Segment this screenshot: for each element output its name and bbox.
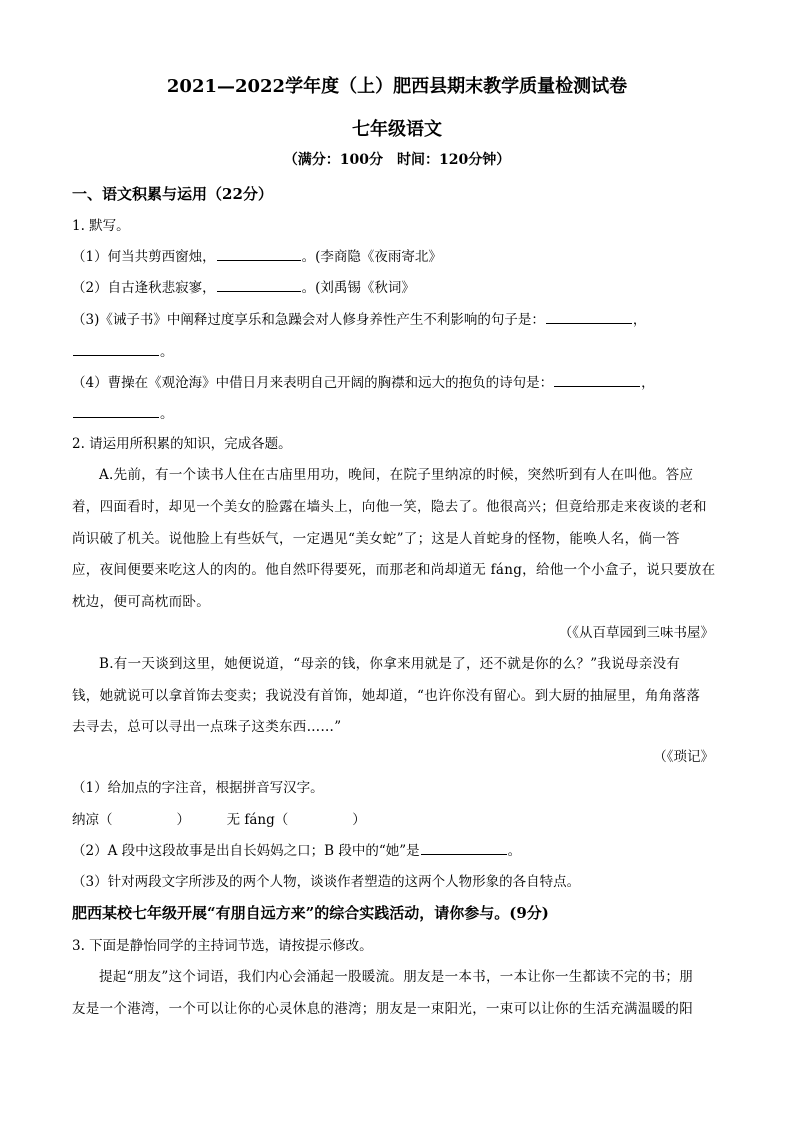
exam-subtitle: 七年级语文: [352, 119, 442, 140]
passage-b-line: B.有一天谈到这里，她便说道，“母亲的钱，你拿来用就是了，还不就是你的么？”我说母亲没有: [99, 656, 681, 672]
item-text: （4）曹操在《观沧海》中借日月来表明自己开阔的胸襟和远大的抱负的诗句是：: [72, 375, 554, 391]
paren-close: ）: [352, 812, 366, 828]
question-2-title: 2. 请运用所积累的知识，完成各题。: [72, 436, 292, 452]
item-end: 。: [160, 406, 174, 422]
question-2-sub-2: [72, 839, 521, 859]
item-comma: ，: [632, 312, 647, 328]
question-1-item-2: [72, 276, 415, 296]
question-1-item-1: [72, 245, 442, 265]
passage-a-line: 应，夜间便要来吃这人的肉的。他自然吓得要死，而那老和尚却道无 fáng，给他一个小盒子，说只要放在: [72, 562, 716, 578]
passage-a-line: A.先前，有一个读书人住在古庙里用功，晚间，在院子里纳凉的时候，突然听到有人在叫他。答应: [99, 467, 694, 483]
passage-b-line: 钱，她就说可以拿首饰去变卖；我说没有首饰，她却道，“也许你没有留心。到大厨的抽屉里，角角落落: [72, 688, 701, 704]
passage-a-line: 尚识破了机关。说他脸上有些妖气，一定遇见“美女蛇”了；这是人首蛇身的怪物，能唤人名，倘一答: [72, 531, 680, 547]
passage-c-line: 友是一个港湾，一个可以让你的心灵休息的港湾；朋友是一束阳光，一束可以让你的生活充满温暖的阳: [72, 1001, 693, 1017]
item-text: （1）何当共剪西窗烛，: [72, 249, 216, 265]
answer-blank[interactable]: [217, 246, 301, 261]
item-comma: ，: [641, 375, 655, 391]
section-heading-1: 一、语文积累与运用（22分）: [72, 185, 273, 203]
item-text: （3)《诫子书》中阐释过度享乐和急躁会对人修身养性产生不利影响的句子是：: [72, 312, 545, 328]
item-source: 。(李商隐《夜雨寄北》: [301, 249, 442, 265]
item-end: 。: [160, 344, 174, 360]
passage-c-line: 提起“朋友”这个词语，我们内心会涌起一股暖流。朋友是一本书，一本让你一生都读不完的书；朋: [99, 969, 694, 985]
answer-blank[interactable]: [421, 840, 507, 855]
hanzi-item: 无 fáng（: [226, 812, 289, 828]
question-3-title: 3. 下面是静怡同学的主持词节选，请按提示修改。: [72, 938, 373, 954]
passage-a-line: 枕边，便可高枕而卧。: [72, 594, 210, 610]
question-1-item-4-cont: [72, 402, 174, 422]
paren-close: ）: [176, 812, 190, 828]
answer-blank[interactable]: [73, 403, 159, 418]
passage-a-line: 着，四面看时，却见一个美女的脸露在墙头上，向他一笑，隐去了。他很高兴；但竟给那走来夜谈的老和: [72, 499, 707, 515]
answer-blank[interactable]: [554, 372, 640, 387]
passage-b-source: （《琐记》: [653, 749, 714, 765]
question-2-sub-3: （3）针对两段文字所涉及的两个人物，谈谈作者塑造的这两个人物形象的各自特点。: [72, 874, 581, 890]
passage-a-source: （《从百草园到三味书屋》: [558, 625, 714, 641]
question-2-sub-1-answers: [72, 808, 366, 828]
section-heading-2: 肥西某校七年级开展“有朋自远方来”的综合实践活动，请你参与。(9分): [72, 904, 549, 922]
answer-blank[interactable]: [73, 341, 159, 356]
pinyin-item: 纳凉（: [72, 812, 113, 828]
item-source: 。(刘禹锡《秋词》: [301, 280, 415, 296]
exam-meta: （满分：100分 时间：120分钟）: [283, 152, 511, 168]
question-1-item-3-cont: [72, 340, 174, 360]
question-1-item-4: [72, 371, 655, 391]
item-text: （2）自古逢秋悲寂寥，: [72, 280, 216, 296]
item-text: （2）A 段中这段故事是出自长妈妈之口；B 段中的“她”是: [72, 843, 420, 859]
question-1-item-3: [72, 308, 646, 328]
passage-b-line: 去寻去，总可以寻出一点珠子这类东西……”: [72, 719, 342, 735]
exam-title: 2021—2022学年度（上）肥西县期末教学质量检测试卷: [166, 76, 628, 97]
item-end: 。: [507, 843, 522, 859]
answer-blank[interactable]: [546, 309, 632, 324]
question-2-sub-1: （1）给加点的字注音，根据拼音写汉字。: [72, 780, 324, 796]
question-1-title: 1. 默写。: [72, 218, 130, 234]
answer-blank[interactable]: [217, 277, 301, 292]
